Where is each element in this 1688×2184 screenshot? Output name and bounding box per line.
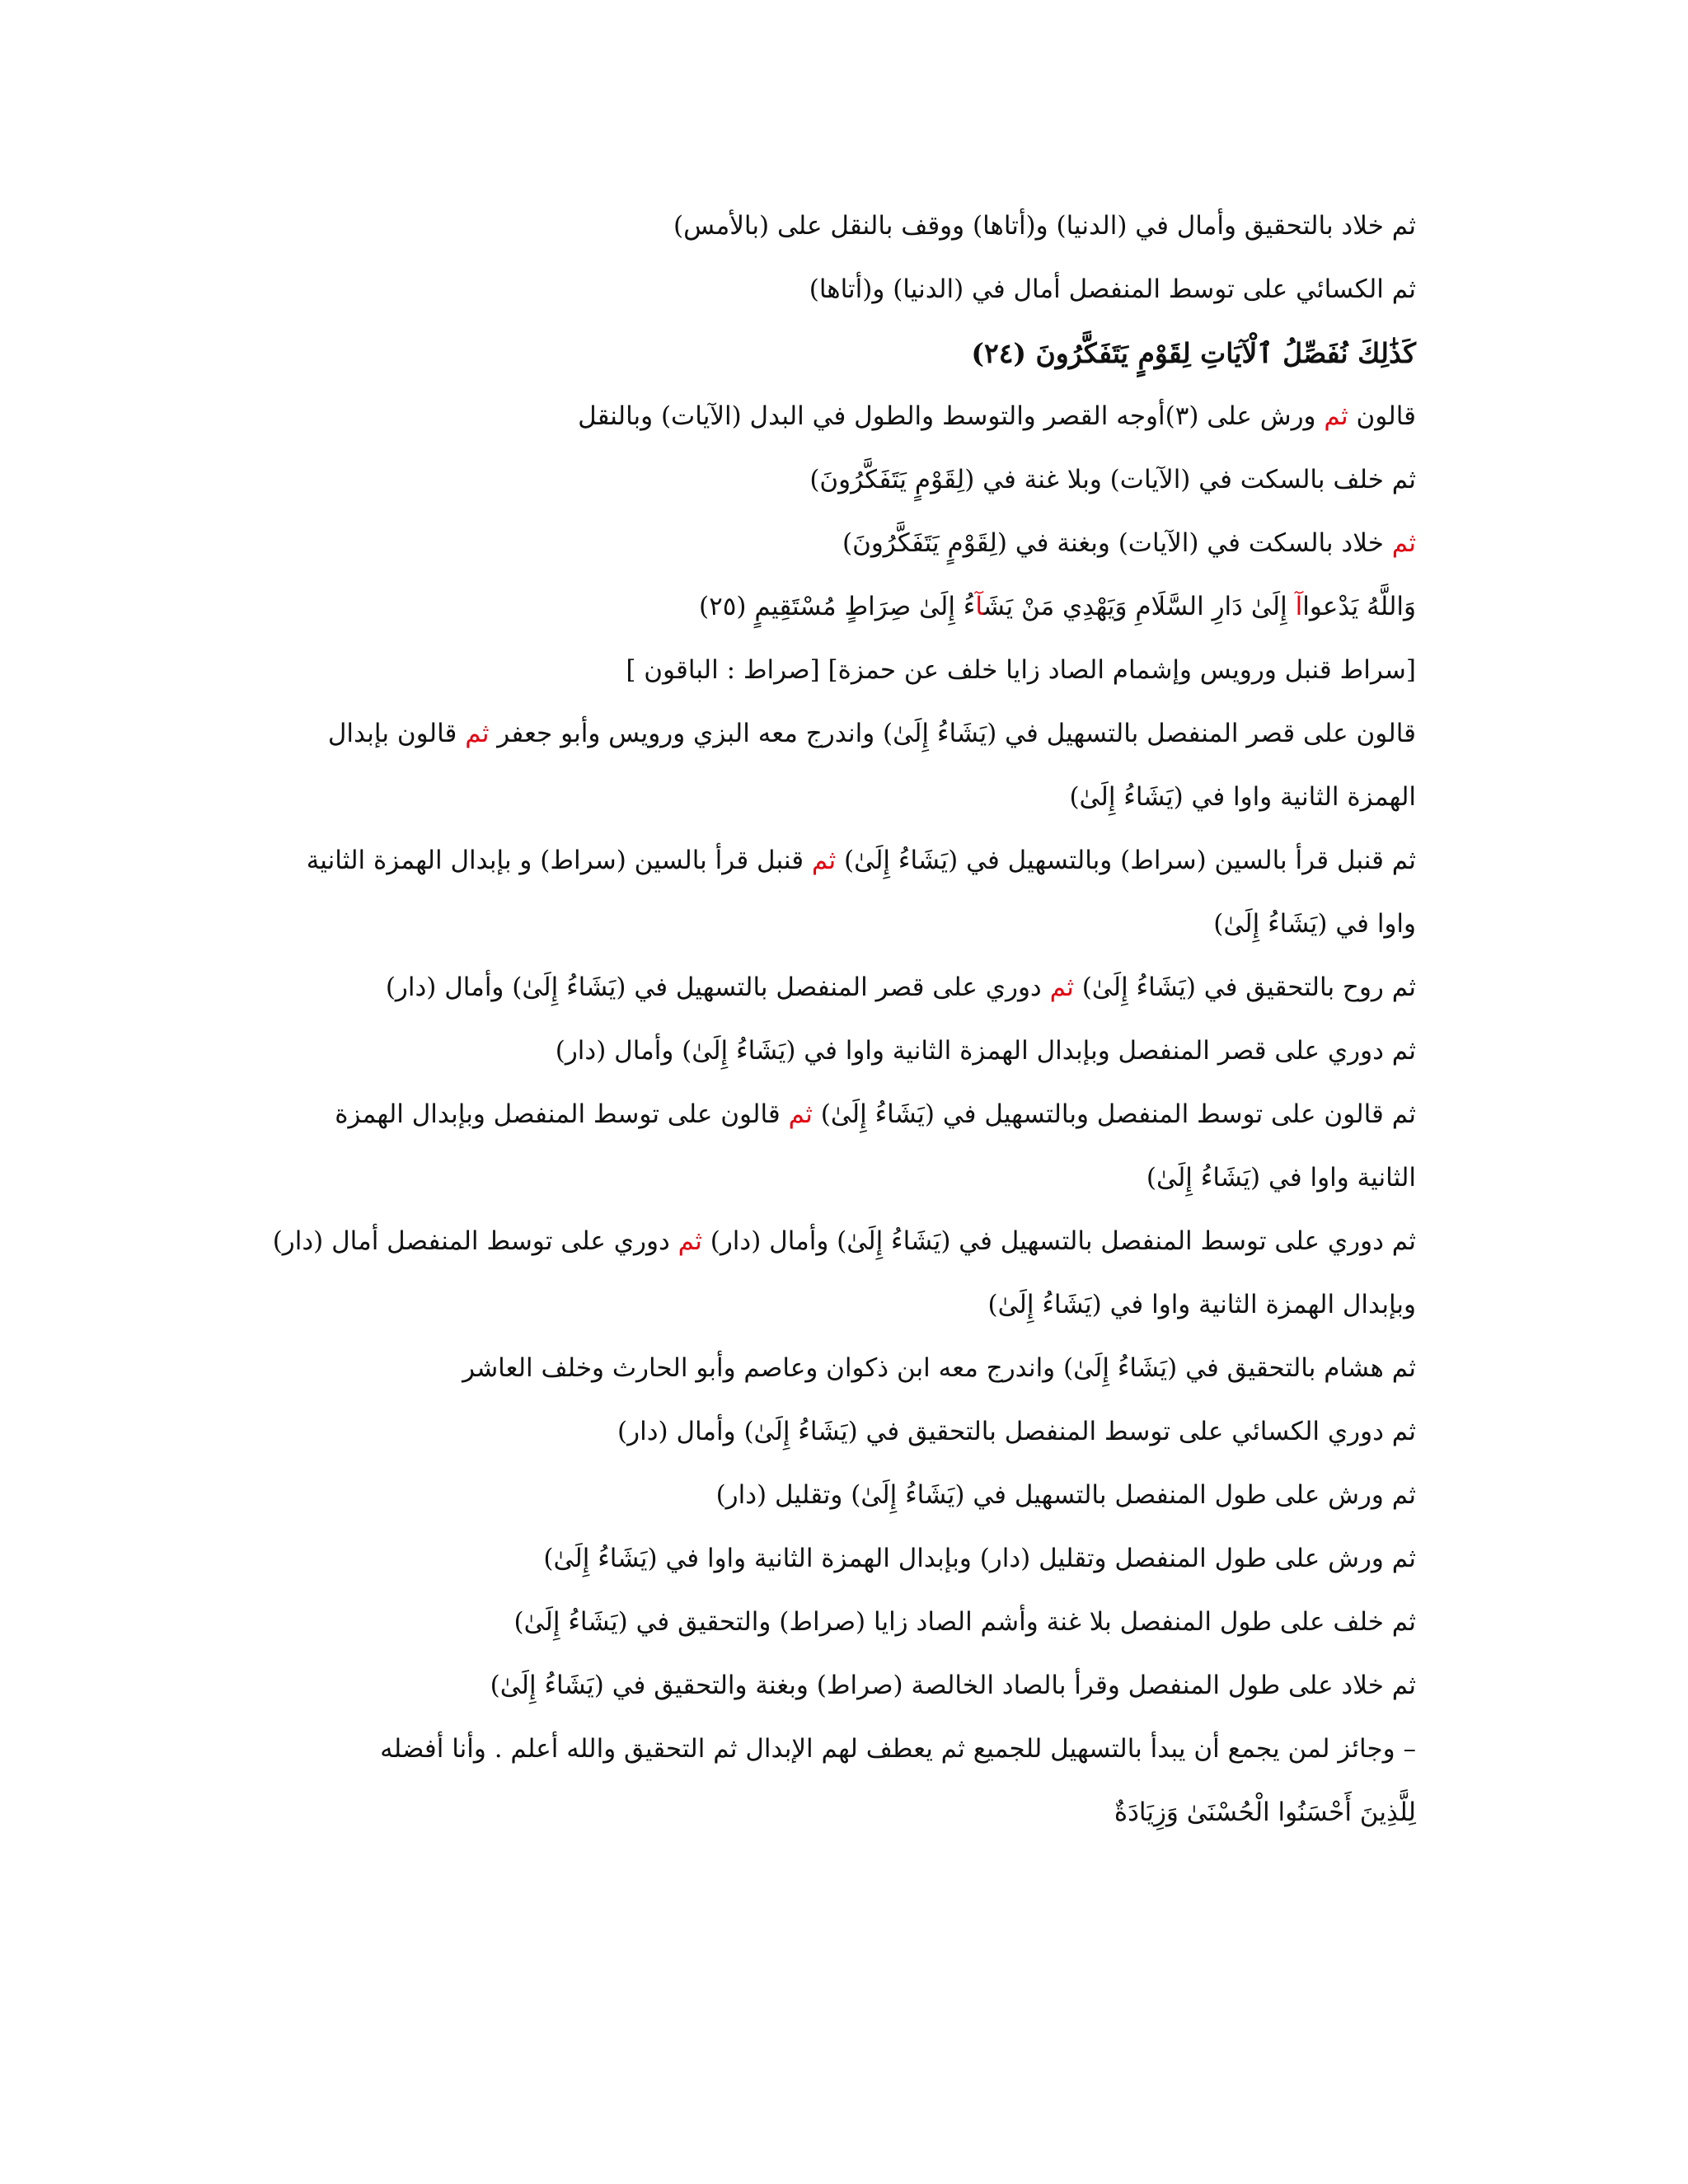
- text-line: [270, 702, 1416, 829]
- text-line: [270, 956, 1416, 1019]
- text-line: [270, 194, 1416, 258]
- text-segment: ثم دوري على قصر المنفصل وبإبدال الهمزة الثانية واوا في (يَشَاءُ إِلَىٰ) وأمال (دار): [555, 1036, 1416, 1066]
- text-line: [270, 639, 1416, 702]
- text-segment: ثم دوري على توسط المنفصل بالتسهيل في (يَشَاءُ إِلَىٰ) وأمال (دار): [701, 1226, 1416, 1256]
- text-line: [270, 1210, 1416, 1337]
- text-segment: قنبل قرأ بالسين (سراط) و بإبدال الهمزة الثانية واوا في (يَشَاءُ إِلَىٰ): [306, 846, 1416, 939]
- text-segment: دوري على توسط المنفصل أمال (دار) وبإبدال الهمزة الثانية واوا في (يَشَاءُ إِلَىٰ): [272, 1226, 1416, 1319]
- text-segment: قالون بإبدال الهمزة الثانية واوا في (يَشَاءُ إِلَىٰ): [327, 719, 1416, 812]
- text-line: [270, 1083, 1416, 1210]
- text-line: [270, 829, 1416, 956]
- text-segment: ثم خلف على طول المنفصل بلا غنة وأشم الصاد زايا (صراط) والتحقيق في (يَشَاءُ إِلَىٰ): [513, 1607, 1416, 1637]
- text-segment: ثم قالون على توسط المنفصل وبالتسهيل في (يَشَاءُ إِلَىٰ): [812, 1099, 1416, 1129]
- text-segment: قالون على قصر المنفصل بالتسهيل في (يَشَاءُ إِلَىٰ) واندرج معه البزي ورويس وأبو جعفر: [489, 719, 1416, 748]
- red-marker: ثم: [1324, 401, 1348, 431]
- text-line: [270, 1654, 1416, 1718]
- text-segment: ورش على (٣)أوجه القصر والتوسط والطول في البدل (الآيات) وبالنقل: [578, 401, 1325, 431]
- text-segment: – وجائز لمن يجمع أن يبدأ بالتسهيل للجميع ثم يعطف لهم الإبدال ثم التحقيق والله أعلم . وأنا أفضله: [380, 1734, 1416, 1764]
- text-segment: ءُ إِلَىٰ صِرَاطٍ مُسْتَقِيمٍ (٢٥): [698, 592, 976, 621]
- text-segment: كَذَٰلِكَ نُفَصِّلُ ٱلْآيَاتِ لِقَوْمٍ يَتَفَكَّرُونَ (٢٤): [971, 337, 1416, 369]
- text-segment: ثم ورش على طول المنفصل وتقليل (دار) وبإبدال الهمزة الثانية واوا في (يَشَاءُ إِلَىٰ): [543, 1544, 1416, 1573]
- text-line: [270, 1591, 1416, 1654]
- text-line: [270, 448, 1416, 512]
- text-line: [270, 1400, 1416, 1464]
- verse-line: [270, 321, 1416, 385]
- red-marker: ثم: [1049, 972, 1074, 1002]
- red-marker: ثم: [811, 846, 837, 875]
- red-marker: ثم: [678, 1226, 702, 1256]
- text-line: [270, 1337, 1416, 1400]
- text-segment: قالون على توسط المنفصل وبإبدال الهمزة الثانية واوا في (يَشَاءُ إِلَىٰ): [335, 1099, 1416, 1193]
- text-segment: لِلَّذِينَ أَحْسَنُوا الْحُسْنَىٰ وَزِيَادَةٌ: [1114, 1797, 1416, 1827]
- red-marker: آ: [975, 592, 983, 621]
- text-segment: ثم ورش على طول المنفصل بالتسهيل في (يَشَاءُ إِلَىٰ) وتقليل (دار): [715, 1480, 1416, 1510]
- text-line: [270, 1527, 1416, 1591]
- red-marker: ثم: [788, 1099, 813, 1129]
- text-line: [270, 1718, 1416, 1781]
- text-line: [270, 575, 1416, 639]
- document-body: [270, 194, 1416, 1844]
- text-line: [270, 258, 1416, 321]
- text-segment: ثم خلف بالسكت في (الآيات) وبلا غنة في (لِقَوْمٍ يَتَفَكَّرُونَ): [809, 465, 1416, 494]
- text-line: [270, 512, 1416, 575]
- text-segment: ثم هشام بالتحقيق في (يَشَاءُ إِلَىٰ) واندرج معه ابن ذكوان وعاصم وأبو الحارث وخلف العاشر: [462, 1353, 1416, 1383]
- text-line: [270, 1019, 1416, 1083]
- text-segment: ثم دوري الكسائي على توسط المنفصل بالتحقيق في (يَشَاءُ إِلَىٰ) وأمال (دار): [617, 1417, 1416, 1446]
- text-segment: [سراط قنبل ورويس وإشمام الصاد زايا خلف عن حمزة] [صراط : الباقون ]: [626, 655, 1416, 685]
- text-line: [270, 1464, 1416, 1527]
- text-line: [270, 1781, 1416, 1844]
- text-segment: ثم خلاد بالتحقيق وأمال في (الدنيا) و(أتاها) ووقف بالنقل على (بالأمس): [673, 211, 1416, 241]
- red-marker: ثم: [1391, 528, 1416, 558]
- text-segment: ثم خلاد على طول المنفصل وقرأ بالصاد الخالصة (صراط) وبغنة والتحقيق في (يَشَاءُ إِلَىٰ): [490, 1671, 1416, 1700]
- text-line: [270, 385, 1416, 448]
- red-marker: آ: [1295, 592, 1303, 621]
- text-segment: ثم قنبل قرأ بالسين (سراط) وبالتسهيل في (يَشَاءُ إِلَىٰ): [836, 846, 1416, 875]
- text-segment: ثم الكسائي على توسط المنفصل أمال في (الدنيا) و(أتاها): [809, 274, 1416, 304]
- text-segment: إِلَىٰ دَارِ السَّلَامِ وَيَهْدِي مَنْ يَشَ: [982, 592, 1296, 621]
- text-segment: ثم روح بالتحقيق في (يَشَاءُ إِلَىٰ): [1073, 972, 1416, 1002]
- text-segment: خلاد بالسكت في (الآيات) وبغنة في (لِقَوْمٍ يَتَفَكَّرُونَ): [842, 528, 1392, 558]
- text-segment: دوري على قصر المنفصل بالتسهيل في (يَشَاءُ إِلَىٰ) وأمال (دار): [385, 972, 1050, 1002]
- text-segment: وَاللَّهُ يَدْعوا: [1302, 592, 1416, 621]
- red-marker: ثم: [465, 719, 490, 748]
- text-segment: قالون: [1348, 401, 1416, 431]
